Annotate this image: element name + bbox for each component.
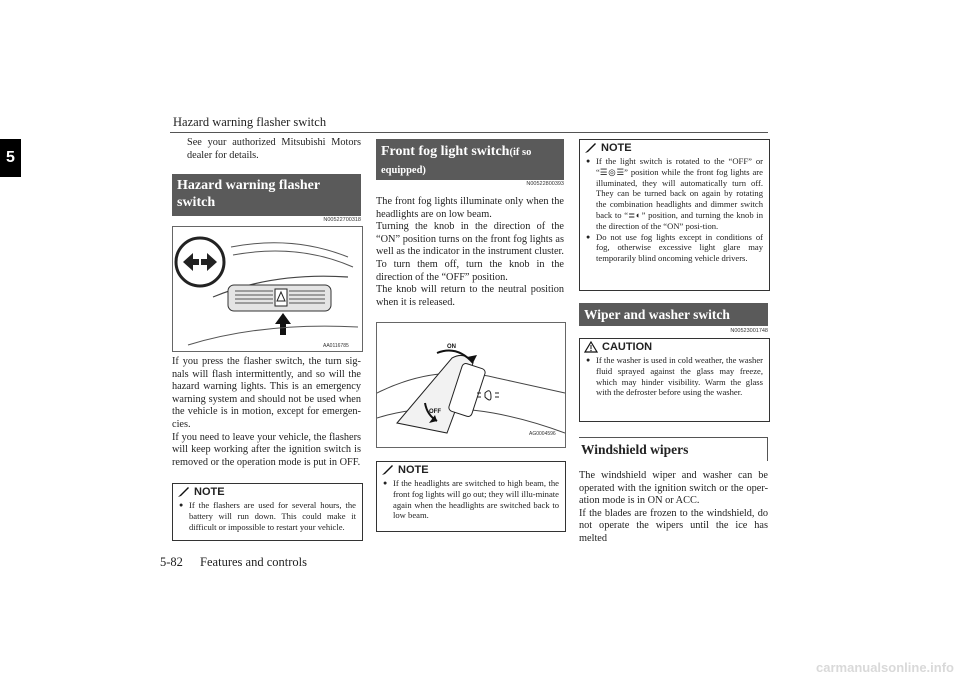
- fog-light-icon: [477, 391, 499, 400]
- note-item: ● If the headlights are switched to high beam, the front fog lights will go out; they will illu-minate again when the headlights are switched back to low beam.: [377, 478, 565, 521]
- fog-switch-illustration: [377, 323, 565, 447]
- heading-main: Front fog light switch: [381, 144, 510, 159]
- on-label: ON: [447, 344, 456, 350]
- note-item-1-part-c: ” position, and turning the knob in the direction of the “ON” posi-tion.: [596, 209, 763, 231]
- note-item-2: ● Do not use fog lights except in conditions of fog, otherwise excessive light glare may temporarily blind oncoming vehicle drivers.: [580, 232, 769, 264]
- note-item-1-part-b: ” position while the front fog lights are illuminated, they will automatically turn off. They can be turned back on again by rotating the combination headlights and dimmer switch back to “: [596, 166, 763, 220]
- note-label: NOTE: [398, 464, 429, 476]
- note-header: [377, 462, 565, 478]
- header-rule: [170, 132, 768, 133]
- caution-label: CAUTION: [602, 341, 653, 353]
- note-item-1: [580, 156, 769, 232]
- heading-sub: (if so equipped): [381, 147, 532, 176]
- note-label: NOTE: [194, 486, 225, 498]
- caution-box: [579, 338, 770, 422]
- footer-section: Features and controls: [200, 555, 307, 569]
- fog-para-1: The front fog lights illuminate only when the headlights are on low beam.: [376, 196, 564, 220]
- hazard-para-2: If you need to leave your vehicle, the flashers will keep working after the ignition switch is removed or the operation mode is put in OFF.: [172, 431, 361, 468]
- fog-para-3: The knob will return to the neutral position when it is released.: [376, 284, 564, 308]
- headlight-symbol-icon: ☰◎☰: [599, 166, 625, 177]
- footer: [160, 555, 307, 570]
- fog-para-2: Turning the knob in the direction of the “ON” position turns on the front fog lights as well as the indicator in the instrument cluster. To turn them off, turn the knob in the direction of the “OFF” position.: [376, 221, 564, 283]
- section-code: N00522700318: [323, 217, 361, 223]
- page-number: 5-82: [160, 555, 183, 569]
- intro-text: See your authorized Mitsubishi Motors dealer for details.: [187, 137, 361, 161]
- caution-header: [580, 339, 769, 355]
- note-header: [580, 140, 769, 156]
- section-code: N00522800393: [526, 181, 564, 187]
- note-pencil-icon: [584, 143, 597, 154]
- section-heading-fog: [376, 139, 564, 180]
- note-label: NOTE: [601, 142, 632, 154]
- wiper-para-2: If the blades are frozen to the windshield, do not operate the wipers until the ice has melted: [579, 507, 768, 544]
- pointer-arrow-icon: [275, 313, 291, 335]
- low-beam-symbol-icon: ≣◐: [628, 209, 642, 220]
- note-pencil-icon: [177, 487, 190, 498]
- note-box-fog: [376, 461, 566, 532]
- wiper-para-1: The windshield wiper and washer can be operated with the ignition switch or the oper-ation mode is in ON or ACC.: [579, 470, 768, 507]
- note-box-hazard: [172, 483, 363, 541]
- off-label: OFF: [429, 409, 441, 415]
- hazard-switch-figure: [172, 226, 363, 352]
- fog-body: [376, 196, 564, 309]
- section-code: N00523001748: [730, 328, 768, 334]
- watermark: carmanualsonline.info: [816, 660, 954, 675]
- wiper-body: [579, 470, 768, 546]
- note-header: [173, 484, 362, 500]
- figure-code: AG0004596: [529, 431, 556, 437]
- note-item: ● If the flashers are used for several hours, the battery will run down. This could make it difficult or impossible to restart your vehicle.: [173, 500, 362, 532]
- hazard-body: [172, 356, 361, 469]
- note-pencil-icon: [381, 465, 394, 476]
- subheading-windshield-wipers: Windshield wipers: [579, 437, 768, 461]
- running-header: Hazard warning flasher switch: [173, 115, 327, 129]
- warning-triangle-icon: [584, 341, 598, 353]
- hazard-para-1: If you press the flasher switch, the turn sig-nals will flash intermittently, and so will the hazard warning lights. This is an emergency warning system and should not be used when the vehicle is in motion, except for emergen-cies.: [172, 356, 361, 430]
- caution-item: ● If the washer is used in cold weather, the washer fluid sprayed against the glass may freeze, which may hinder visibility. Warm the glass with the defroster before using the washer.: [580, 355, 769, 398]
- figure-code: AA0116785: [323, 343, 349, 349]
- fog-switch-figure: [376, 322, 566, 448]
- note-box-fog-continued: [579, 139, 770, 291]
- note-item-1-part-a: If the light switch is rotated to the “OFF” or “: [596, 156, 763, 177]
- section-heading-hazard: Hazard warning flasher switch: [172, 174, 361, 216]
- hazard-switch-illustration: [173, 227, 362, 351]
- section-heading-wiper: Wiper and washer switch: [579, 303, 768, 326]
- chapter-tab: 5: [0, 139, 21, 177]
